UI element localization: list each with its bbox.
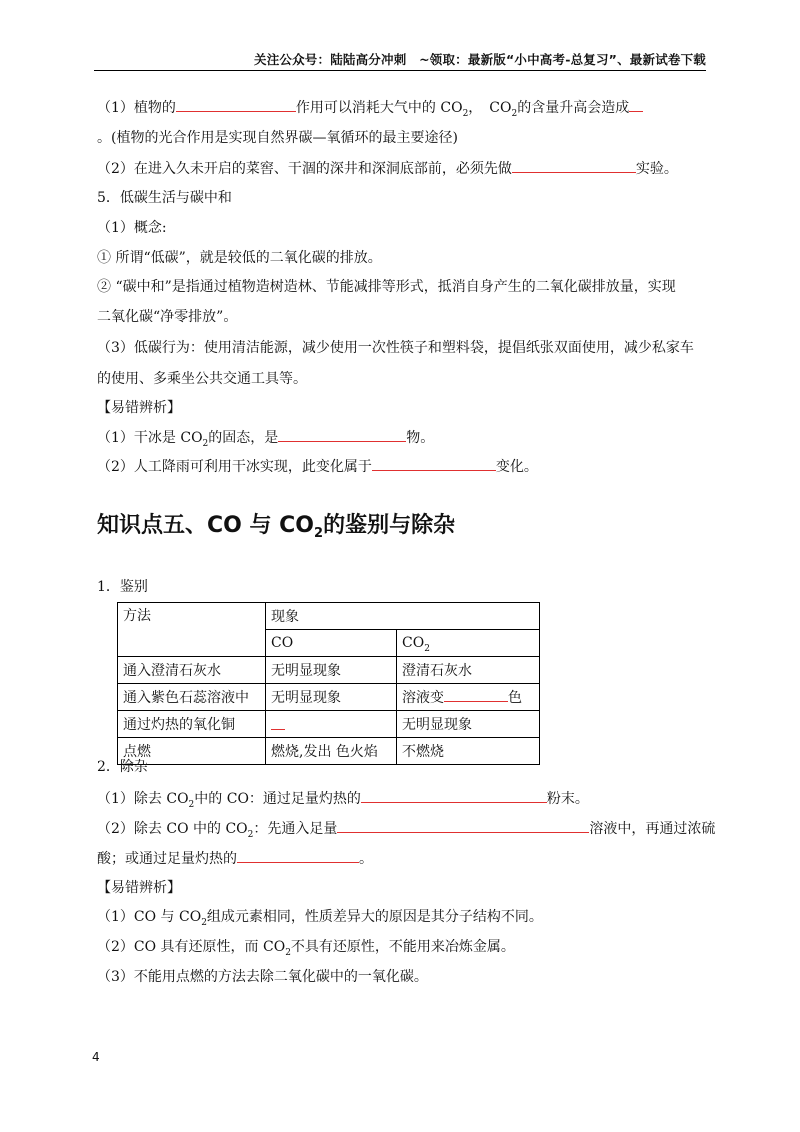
blank[interactable] [271,715,285,730]
page-header: 关注公众号：陆陆高分冲刺 ~领取：最新版“小中高考-总复习”、最新试卷下载 [254,52,706,67]
table-row [118,657,540,684]
blank[interactable] [176,97,296,112]
error-analysis-heading-2: 【易错辨析】 [97,880,181,896]
table-cell: 无明显现象 [266,684,397,711]
page-number: 4 [92,1050,100,1064]
identification-table [117,602,540,765]
table-row [118,684,540,711]
line-20: （1）CO 与 $CO_2$组成元素相同，性质差异大的原因是其分子结构不同。 [97,909,543,928]
table-cell: 不燃烧 [397,738,540,765]
table-cell: 无明显现象 [397,711,540,738]
line-9: （3）低碳行为：使用清洁能源，减少使用一次性筷子和塑料袋，提倡纸张双面使用，减少私家车 [97,340,694,356]
table-cell: 燃烧,发出 色火焰 [266,738,397,765]
line-17: （2）除去 CO 中的 $CO_2$：先通入足量 溶液中，再通过浓硫 [97,818,715,841]
table-cell: 通过灼热的氧化铜 [118,711,266,738]
table-cell: 澄清石灰水 [397,657,540,684]
line-16: （1）除去 $CO_2$中的 CO：通过足量灼热的 粉末。 [97,788,589,811]
line-5: （1）概念: [97,220,167,236]
blank[interactable] [237,848,359,863]
line-7: ② “碳中和”是指通过植物造树造林、节能减排等形式，抵消自身产生的二氧化碳排放量，实现 [97,279,676,295]
table-cell: 无明显现象 [266,657,397,684]
blank[interactable] [361,788,547,803]
section-heading: 知识点五、CO 与 $CO_2$的鉴别与除杂 [97,513,456,541]
blank[interactable] [512,158,636,173]
blank[interactable] [278,427,406,442]
line-22: （3）不能用点燃的方法去除二氧化碳中的一氧化碳。 [97,969,428,985]
line-2: 。(植物的光合作用是实现自然界碳—氧循环的最主要途径) [97,130,458,146]
table-cell [266,711,397,738]
table-row [118,738,540,765]
blank[interactable] [337,818,589,833]
error-analysis-heading: 【易错辨析】 [97,400,181,416]
table-cell: 溶液变 色 [397,684,540,711]
line-identify: 1．鉴别 [97,579,148,595]
line-6: ① 所谓“低碳”，就是较低的二氧化碳的排放。 [97,250,382,266]
table-cell: 通入澄清石灰水 [118,657,266,684]
th-phenomenon: 现象 [266,603,540,630]
line-13: （2）人工降雨可利用干冰实现，此变化属于 变化。 [97,456,538,477]
th-method: 方法 [118,603,266,657]
blank[interactable] [372,456,496,471]
th-co: CO [266,630,397,657]
table-cell: 点燃 [118,738,266,765]
line-18: 酸；或通过足量灼热的 。 [97,848,373,869]
line-10: 的使用、多乘坐公共交通工具等。 [97,371,307,387]
blank[interactable] [444,687,508,702]
line-8: 二氧化碳“净零排放”。 [97,309,238,325]
line-1: （1）植物的 作用可以消耗大气中的 $CO_2$， $CO_2$的含量升高会造成 [97,97,643,120]
table-row [118,711,540,738]
line-3: （2）在进入久未开启的菜窖、干涸的深井和深洞底部前，必须先做 实验。 [97,158,678,179]
line-4: 5．低碳生活与碳中和 [97,190,232,206]
line-21: （2）CO 具有还原性，而 $CO_2$不具有还原性，不能用来冶炼金属。 [97,939,515,958]
th-co2: $CO_2$ [397,630,540,657]
line-12: （1）干冰是 $CO_2$的固态，是 物。 [97,427,434,450]
line-remove: 2．除杂 [97,759,148,775]
table-cell: 通入紫色石蕊溶液中 [118,684,266,711]
blank[interactable] [629,97,643,112]
header-rule [94,70,706,71]
